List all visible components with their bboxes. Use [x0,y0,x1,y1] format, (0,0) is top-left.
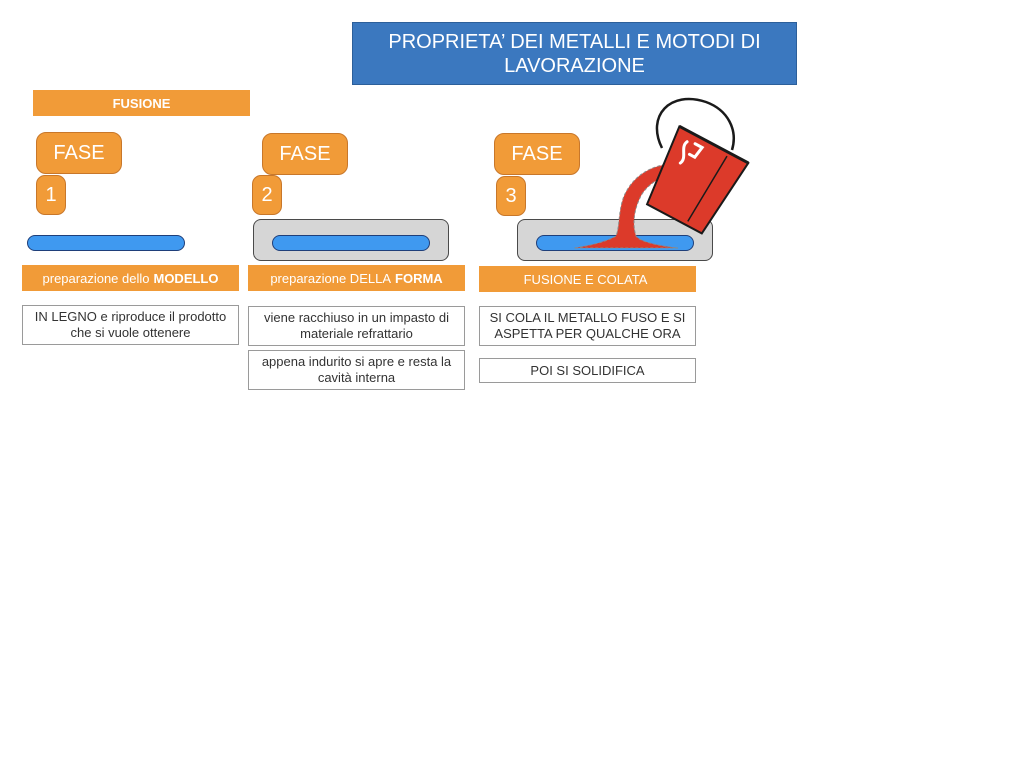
phase-2-note-1: viene racchiuso in un impasto di materiale refrattario [248,306,465,346]
phase-2-label-bold: FORMA [395,270,443,286]
phase-2-fase-badge: FASE [262,133,348,175]
phase-2-number-badge: 2 [252,175,282,215]
phase-2-label [248,265,465,291]
phase-3-label [479,266,696,292]
phase-1-label-prefix: preparazione dello [42,270,150,286]
section-heading: FUSIONE [33,90,250,116]
phase-2-cavity-bar [272,235,430,251]
pouring-bucket-icon [560,96,780,256]
phase-2-note-2: appena indurito si apre e resta la cavità interna [248,350,465,390]
title-line-1: PROPRIETA’ DEI METALLI E MOTODI DI [388,30,761,53]
phase-3-label-prefix: FUSIONE E COLATA [523,271,648,287]
phase-1-note-1: IN LEGNO e riproduce il prodotto che si vuole ottenere [22,305,239,345]
phase-1-label-bold: MODELLO [153,270,219,286]
phase-1-label [22,265,239,291]
title-line-2: LAVORAZIONE [504,54,645,77]
phase-1-model-bar [27,235,185,251]
phase-1-number-badge: 1 [36,175,66,215]
phase-1-fase-badge: FASE [36,132,122,174]
phase-3-note-2: POI SI SOLIDIFICA [479,358,696,383]
phase-3-number-badge: 3 [496,176,526,216]
phase-3-fase-badge: FASE [494,133,580,175]
phase-2-label-prefix: preparazione DELLA [270,270,392,286]
page-title [352,22,797,85]
phase-3-note-1: SI COLA IL METALLO FUSO E SI ASPETTA PER QUALCHE ORA [479,306,696,346]
